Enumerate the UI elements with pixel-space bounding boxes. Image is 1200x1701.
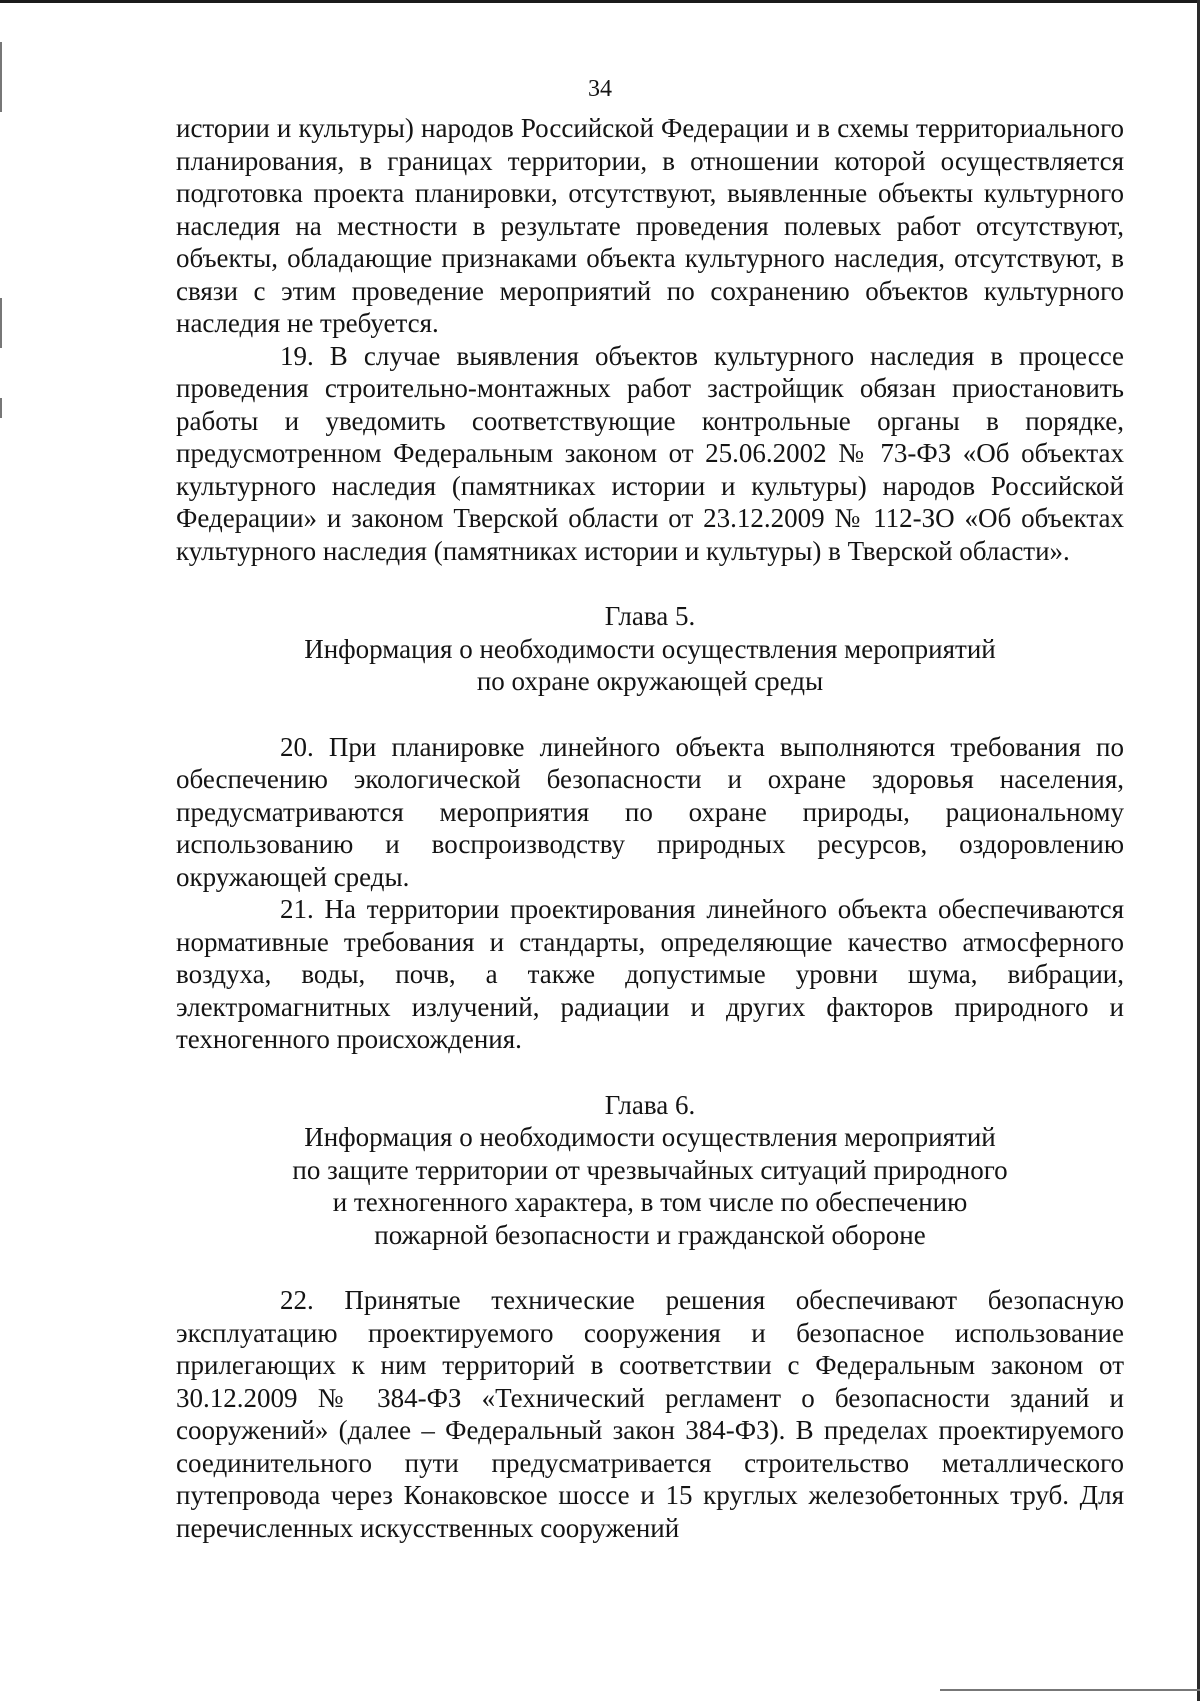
paragraph-22: 22. Принятые технические решения обеспечивают безопасную эксплуатацию проектируемого сооружения и безопасное использование прилегающих к ним территорий в соответствии с Федеральным законом от 30.12.2009 № 384-ФЗ «Технический регламент о безопасности зданий и сооружений» (далее – Федеральный закон 384-ФЗ). В пределах проектируемого соединительного пути предусматривается строительство металлического путепровода через Конаковское шоссе и 15 круглых железобетонных труб. Для перечисленных искусственных сооружений bbox=[176, 1285, 1124, 1543]
chapter-heading: Информация о необходимости осуществления мероприятий по защите территории от чрезвычайных ситуаций природного и техногенного характера, в том числе по обеспечению пожарной безопасности и гражданской обороне bbox=[292, 1122, 1008, 1250]
scan-edge-bottom bbox=[940, 1689, 1200, 1691]
chapter-title: Глава 6. bbox=[604, 1089, 696, 1120]
chapter-heading: Информация о необходимости осуществления мероприятий по охране окружающей среды bbox=[304, 633, 996, 696]
chapter-title: Глава 5. bbox=[604, 601, 696, 631]
chapter-6-header bbox=[176, 1089, 1124, 1252]
scan-mark-left bbox=[0, 298, 2, 348]
scan-mark-left bbox=[0, 398, 2, 418]
paragraph-continuation: истории и культуры) народов Российской Федерации и в схемы территориального планирования, в границах территории, в отношении которой осуществляется подготовка проекта планировки, отсутствуют, выявленные объекты культурного наследия на местности в результате проведения полевых работ отсутствуют, объекты, обладающие признаками объекта культурного наследия, отсутствуют, в связи с этим проведение мероприятий по сохранению объектов культурного наследия не требуется. bbox=[176, 113, 1124, 338]
paragraph-21: 21. На территории проектирования линейного объекта обеспечиваются нормативные требования и стандарты, определяющие качество атмосферного воздуха, воды, почв, а также допустимые уровни шума, вибрации, электромагнитных излучений, радиации и других факторов природного и техногенного происхождения. bbox=[176, 894, 1124, 1054]
paragraph-20: 20. При планировке линейного объекта выполняются требования по обеспечению экологической безопасности и охране здоровья населения, предусматриваются мероприятия по охране природы, рациональному использованию и воспроизводству природных ресурсов, оздоровлению окружающей среды. bbox=[176, 731, 1124, 892]
document-body bbox=[176, 112, 1124, 1544]
page-number: 34 bbox=[588, 76, 612, 102]
paragraph-19: 19. В случае выявления объектов культурного наследия в процессе проведения строительно-монтажных работ застройщик обязан приостановить работы и уведомить соответствующие контрольные органы в порядке, предусмотренном Федеральным законом от 25.06.2002 № 73-ФЗ «Об объектах культурного наследия (памятниках истории и культуры) народов Российской Федерации» и законом Тверской области от 23.12.2009 № 112-ЗО «Об объектах культурного наследия (памятниках истории и культуры) в Тверской области». bbox=[176, 340, 1124, 566]
chapter-5-header bbox=[176, 600, 1124, 698]
scan-edge-top bbox=[0, 0, 1200, 3]
